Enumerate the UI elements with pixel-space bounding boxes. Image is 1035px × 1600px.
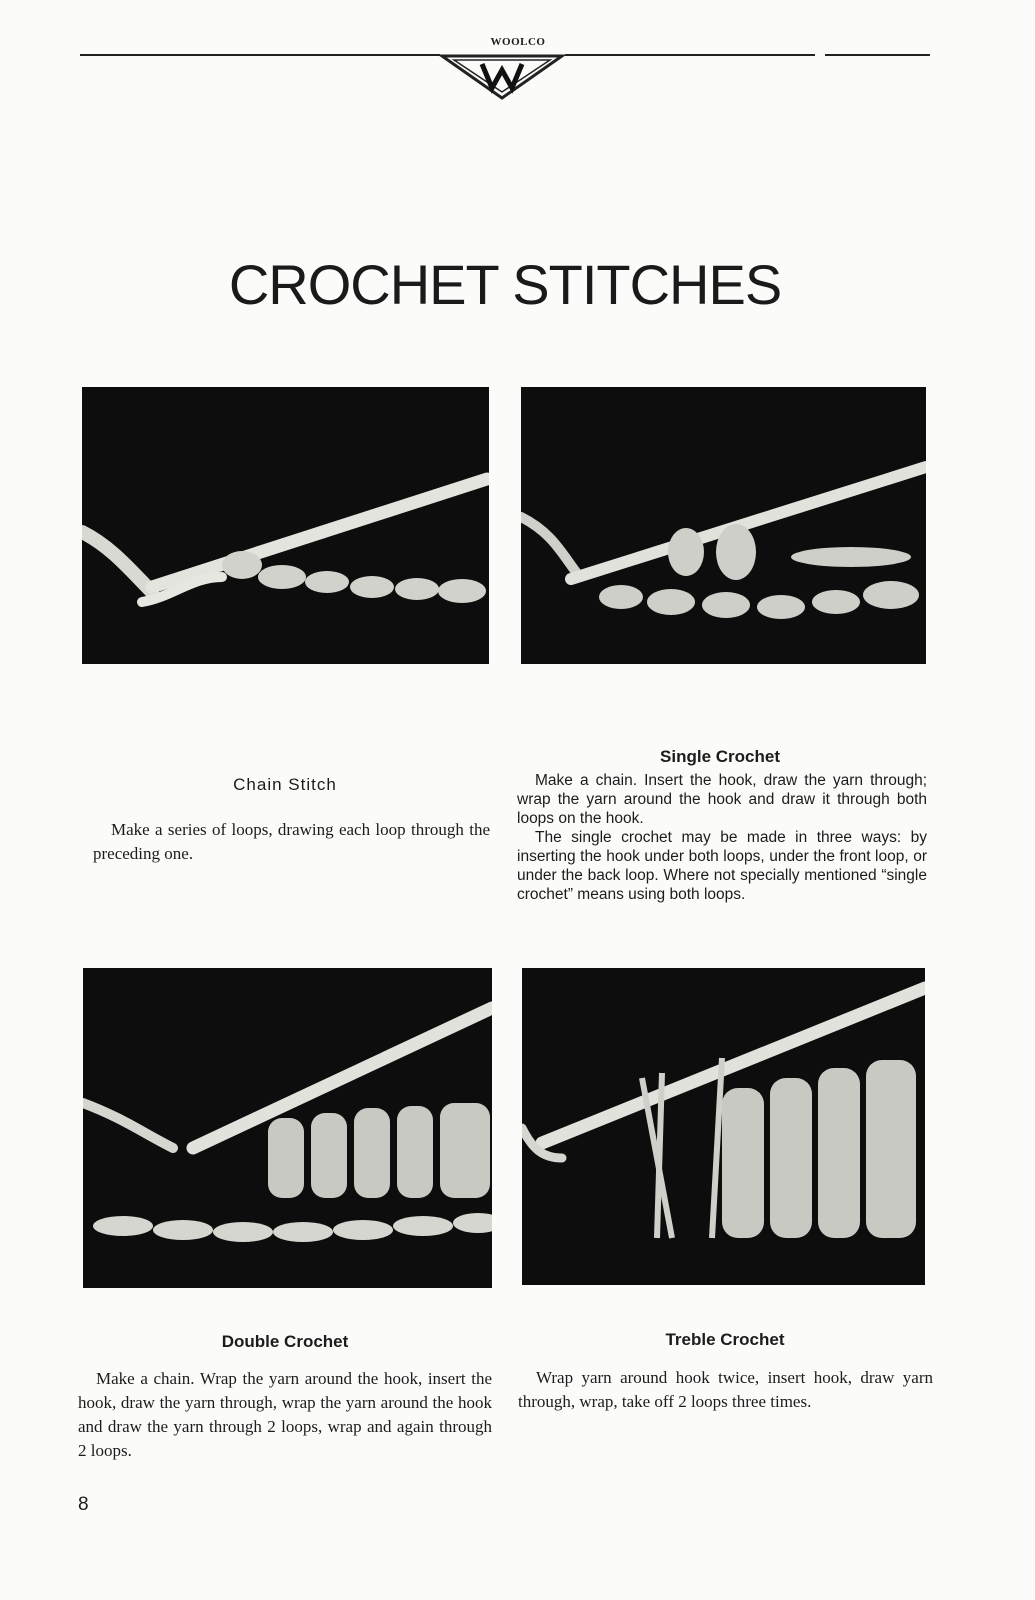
header-rule-left	[80, 54, 440, 56]
single-crochet-paragraph-1: Make a chain. Insert the hook, draw the yarn through; wrap the yarn around the hook and draw it through both loops on the hook.	[517, 772, 927, 827]
header-rule-right	[565, 54, 815, 56]
double-crochet-title: Double Crochet	[221, 1332, 349, 1351]
chain-stitch-photo	[82, 387, 489, 664]
single-crochet-photo	[521, 387, 926, 664]
single-crochet-text	[517, 771, 927, 904]
page-number: 8	[78, 1494, 89, 1515]
single-crochet-title: Single Crochet	[660, 747, 780, 766]
page-title: CROCHET STITCHES	[228, 253, 782, 316]
woolco-emblem-icon	[438, 50, 566, 102]
header-rule-right-end	[825, 54, 930, 56]
brand-name: WOOLCO	[490, 36, 546, 48]
treble-crochet-paragraph: Wrap yarn around hook twice, insert hook, draw yarn through, wrap, take off 2 loops three times.	[518, 1368, 933, 1411]
chain-stitch-paragraph: Make a series of loops, drawing each loop through the preceding one.	[93, 820, 490, 863]
chain-stitch-title: Chain Stitch	[233, 775, 337, 794]
double-crochet-text	[78, 1367, 492, 1463]
treble-crochet-title: Treble Crochet	[665, 1330, 785, 1349]
chain-stitch-text	[93, 818, 490, 866]
treble-crochet-text	[518, 1366, 933, 1414]
double-crochet-paragraph: Make a chain. Wrap the yarn around the hook, insert the hook, draw the yarn through, wrap the yarn around the hook and draw the yarn through 2 loops, wrap and again through 2 loops.	[78, 1369, 492, 1460]
double-crochet-photo	[83, 968, 492, 1288]
treble-crochet-photo	[522, 968, 925, 1285]
single-crochet-paragraph-2: The single crochet may be made in three ways: by inserting the hook under both loops, under the front loop, or under the back loop. Where not specially mentioned “single crochet” means using both loops.	[517, 829, 927, 903]
